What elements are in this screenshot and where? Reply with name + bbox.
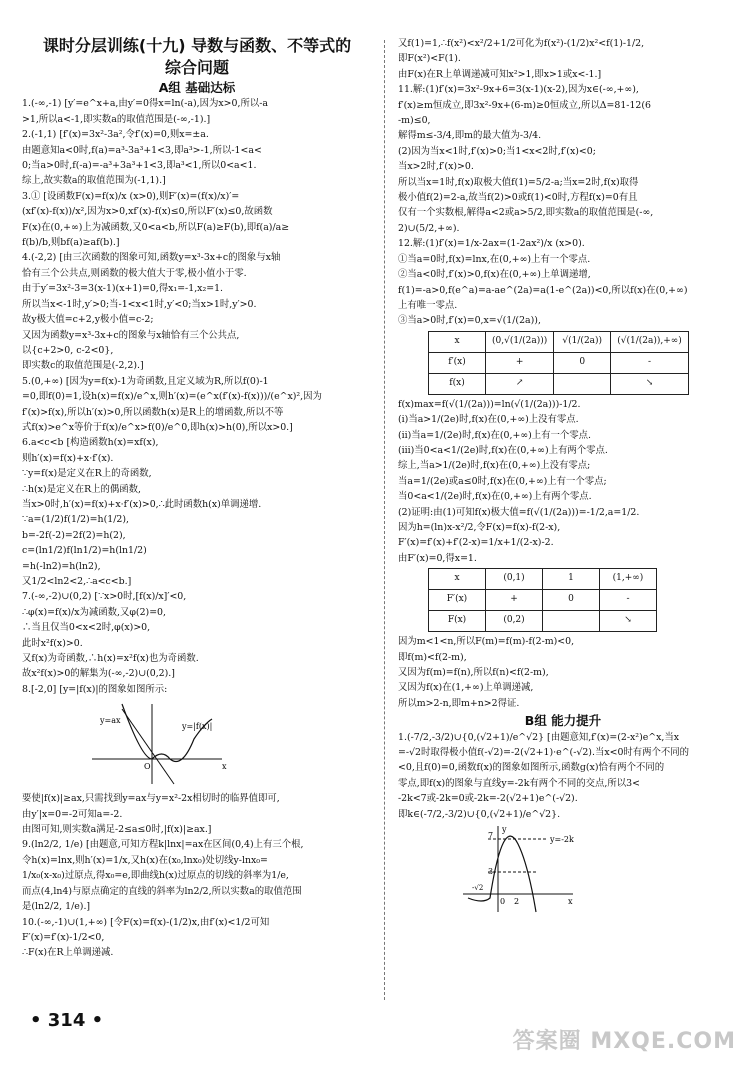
- table-row: [429, 590, 657, 611]
- text-line: 当x>0时,h′(x)=f(x)+x·f′(x)>0,∴此时函数h(x)单调递增.: [22, 498, 262, 510]
- text-line: ③当a>0时,f′(x)=0,x=√(1/(2a)),: [398, 315, 541, 327]
- table-cell: f′(x): [429, 352, 486, 373]
- group-b-heading: B组 能力提升: [524, 713, 602, 729]
- text-line: 3.① [设函数F(x)=f(x)/x (x>0),则F′(x)=(f(x)/x)′=: [22, 190, 240, 202]
- text-line: ①当a=0时,f(x)=lnx,在(0,+∞)上有一个零点.: [398, 253, 591, 265]
- text-line: 2)∪(5/2,+∞).: [398, 222, 460, 234]
- text-line: ∴F(x)在R上单调递减.: [22, 947, 114, 959]
- text-line: ∵a=(1/2)f(1/2)=h(1/2),: [22, 514, 129, 526]
- sign-table-2: [428, 568, 657, 632]
- table-cell: ↘: [611, 373, 689, 394]
- text-line: 又1/2<ln2<2,∴a<c<b.]: [22, 576, 132, 587]
- table-cell: [543, 611, 600, 632]
- text-line: 又f(1)=1,∴f(x²)<x²/2+1/2可化为f(x²)-(1/2)x²<f(1)-1/2,: [398, 38, 645, 49]
- table-row: [429, 569, 657, 590]
- table-cell: ↗: [486, 373, 554, 394]
- text-line: 上有唯一零点.: [398, 299, 458, 311]
- text-line: 要使|f(x)|≥ax,只需找到y=ax与y=x²-2x相切时的临界值即可,: [22, 793, 280, 805]
- fig2-tick-3: 3: [488, 867, 494, 877]
- text-line: f′(x)>f(x),所以h′(x)>0,所以函数h(x)是R上的增函数,所以不等: [22, 406, 284, 418]
- text-line: 极小值f(2)=2-a,故当f(2)>0或f(1)<0时,方程f(x)=0有且: [398, 192, 638, 204]
- text-line: (2)证明:由(1)可知f(x)极大值=f(√(1/(2a)))=-1/2,a=1/2.: [398, 506, 640, 518]
- table-cell: (0,1): [486, 569, 543, 590]
- text-line: >1,所以a<-1,即实数a的取值范围是(-∞,-1).]: [22, 113, 211, 125]
- text-line: 式f(x)>e^x等价于f(x)/e^x>f(0)/e^0,即h(x)>h(0),所以x>0.]: [22, 421, 293, 433]
- text-line: (ⅰ)当a>1/(2e)时,f(x)在(0,+∞)上没有零点.: [398, 414, 579, 426]
- table-cell: (0,√(1/(2a))): [486, 331, 554, 352]
- text-line: 由于y′=3x²-3=3(x-1)(x+1)=0,得x₁=-1,x₂=1.: [22, 283, 224, 295]
- table-row: [429, 611, 657, 632]
- text-line: F′(x)=f′(x)-1/2<0,: [22, 931, 105, 943]
- table-cell: F′(x): [429, 590, 486, 611]
- table-cell: x: [429, 331, 486, 352]
- text-line: 12.解:(1)f′(x)=1/x-2ax=(1-2ax²)/x (x>0).: [398, 238, 585, 250]
- table-cell: +: [486, 590, 543, 611]
- fig1-origin-label: O: [144, 762, 151, 772]
- text-line: 仅有一个实数根,解得a<2或a>5/2,即实数a的取值范围是(-∞,: [398, 207, 654, 219]
- text-line: F(x)在(0,+∞)上为减函数,又0<a<b,所以F(a)≥F(b),即f(a)/a≥: [22, 221, 290, 233]
- figure-abs-f: [82, 699, 232, 789]
- sign-table-1: [428, 331, 689, 395]
- table-cell: √(1/(2a)): [554, 331, 611, 352]
- table-cell: (0,2): [486, 611, 543, 632]
- text-line: 则h′(x)=f(x)+x·f′(x).: [22, 452, 114, 464]
- group-a-heading: A组 基础达标: [158, 80, 236, 95]
- text-line: 当a=1/(2e)或a≤0时,f(x)在(0,+∞)上有一个零点;: [398, 475, 607, 487]
- text-line: 解得m≤-3/4,即m的最大值为-3/4.: [398, 130, 542, 142]
- fig2-y-label: y: [502, 825, 507, 835]
- text-line: 0;当a>0时,f(-a)=-a³+3a³+1<3,即a³<1,所以0<a<1.: [22, 160, 257, 172]
- text-line: 所以m>2-n,即m+n>2得证.: [398, 697, 520, 709]
- text-line: 8.[-2,0] [y=|f(x)|的图象如图所示:: [22, 683, 168, 695]
- fig1-x-label: x: [222, 762, 227, 772]
- table-cell: f(x): [429, 373, 486, 394]
- text-line: 故y极大值=c+2,y极小值=c-2;: [22, 314, 154, 326]
- text-line: 是(ln2/2, 1/e).]: [22, 901, 91, 913]
- text-line: 1.(-∞,-1) [y′=e^x+a,由y′=0得x=ln(-a),因为x>0,所以-a: [22, 98, 268, 110]
- text-line: 5.(0,+∞) [因为y=f(x)-1为奇函数,且定义域为R,所以f(0)-1: [22, 375, 269, 387]
- table-cell: 0: [543, 590, 600, 611]
- text-line: 所以当x=1时,f(x)取极大值f(1)=5/2-a;当x=2时,f(x)取得: [398, 176, 639, 188]
- text-line: 故x²f(x)>0的解集为(-∞,-2)∪(0,2).]: [22, 668, 175, 680]
- table-cell: (√(1/(2a)),+∞): [611, 331, 689, 352]
- text-line: 1.(-7/2,-3/2)∪{0,(√2+1)/e^√2} [由题意知,f′(x)=(2-x²)e^x,当x: [398, 731, 680, 743]
- fig2-tick-2: 2: [514, 897, 520, 907]
- right-answer-lines-3: [398, 634, 728, 711]
- table-cell: F(x): [429, 611, 486, 632]
- text-line: 1/x₀(x-x₀)过原点,得x₀=e,即曲线h(x)过原点的切线的斜率为1/e,: [22, 870, 289, 882]
- text-line: -m)≤0,: [398, 115, 431, 127]
- table-cell: 0: [554, 352, 611, 373]
- text-line: 此时x²f(x)>0.: [22, 637, 83, 649]
- text-line: 所以当x<-1时,y′>0;当-1<x<1时,y′<0;当x>1时,y′>0.: [22, 298, 257, 310]
- text-line: =-√2时取得极小值f(-√2)=-2(√2+1)·e^(-√2).当x<0时有两个不同的: [398, 747, 690, 759]
- text-line: f(1)=-a>0,f(e^a)=a-ae^(2a)=a(1-e^(2a))<0,所以f(x)在(0,+∞): [398, 284, 688, 296]
- table-row: [429, 331, 689, 352]
- text-line: f′(x)≥m恒成立,即3x²-9x+(6-m)≥0恒成立,所以Δ=81-12(6: [398, 99, 651, 111]
- text-line: (2)因为当x<1时,f′(x)>0;当1<x<2时,f′(x)<0;: [398, 145, 596, 157]
- text-line: 即实数c的取值范围是(-2,2).]: [22, 360, 144, 372]
- page-title-line2: 综合问题: [164, 58, 229, 77]
- left-answer-lines-2: [22, 791, 372, 960]
- text-line: f(b)/b,则bf(a)≥af(b).]: [22, 237, 120, 249]
- left-column: [22, 36, 372, 961]
- right-answer-lines-b: [398, 730, 728, 822]
- figure-f-graph: [458, 824, 578, 914]
- text-line: ②当a<0时,f′(x)>0,f(x)在(0,+∞)上单调递增,: [398, 269, 591, 281]
- fig2-tick-7: 7: [488, 831, 494, 841]
- text-line: (xf′(x)-f(x))/x²,因为x>0,xf′(x)-f(x)≤0,所以F′(x)≤0,故函数: [22, 206, 273, 218]
- text-line: ∴φ(x)=f(x)/x为减函数,又φ(2)=0,: [22, 606, 167, 618]
- fig1-curve-label: y=|f(x)|: [182, 722, 213, 732]
- text-line: (ⅱ)当a=1/(2e)时,f(x)在(0,+∞)上有一个零点.: [398, 429, 592, 441]
- text-line: f(x)max=f(√(1/(2a)))=ln(√(1/(2a)))-1/2.: [398, 398, 581, 410]
- text-line: ∴当且仅当0<x<2时,φ(x)>0,: [22, 622, 151, 634]
- table-cell: x: [429, 569, 486, 590]
- text-line: 又f(x)为奇函数,∴h(x)=x²f(x)也为奇函数.: [22, 653, 199, 665]
- table-cell: -: [611, 352, 689, 373]
- text-line: 以{c+2>0, c-2<0},: [22, 344, 114, 356]
- text-line: c=(ln1/2)f(ln1/2)=h(ln1/2): [22, 545, 147, 557]
- table-cell: (1,+∞): [600, 569, 657, 590]
- text-line: 由F′(x)=0,得x=1.: [398, 552, 477, 564]
- text-line: -2k<7或-2k=0或-2k=-2(√2+1)e^(-√2).: [398, 793, 578, 805]
- text-line: 零点,即f(x)的图象与直线y=-2k有两个不同的交点,所以3<: [398, 777, 640, 789]
- watermark-logo: 答案圈 MXQE.COM: [512, 1029, 736, 1054]
- column-divider: [384, 40, 385, 1000]
- text-line: 10.(-∞,-1)∪(1,+∞) [令F(x)=f(x)-(1/2)x,由f′(x)<1/2可知: [22, 916, 270, 928]
- text-line: ∵y=f(x)是定义在R上的奇函数,: [22, 468, 152, 480]
- right-column: [398, 36, 728, 916]
- text-line: 因为m<1<n,所以F(m)=f(m)-f(2-m)<0,: [398, 636, 575, 648]
- text-line: 即k∈(-7/2,-3/2)∪{0,(√2+1)/e^√2}.: [398, 808, 561, 820]
- fig1-line-ax: [122, 709, 174, 784]
- text-line: 当0<a<1/(2e)时,f(x)在(0,+∞)上有两个零点.: [398, 491, 592, 503]
- text-line: 又因为函数y=x³-3x+c的图象与x轴恰有三个公共点,: [22, 329, 240, 341]
- text-line: <0,且f(0)=0,函数f(x)的图象如图所示,函数g(x)恰有两个不同的: [398, 762, 665, 774]
- left-answer-lines: [22, 96, 372, 697]
- text-line: (ⅲ)当0<a<1/(2e)时,f(x)在(0,+∞)上有两个零点.: [398, 444, 608, 456]
- page-title-line1: 课时分层训练(十九) 导数与函数、不等式的: [42, 36, 352, 55]
- right-answer-lines-2: [398, 397, 728, 566]
- text-line: =h(-ln2)=h(ln2),: [22, 560, 101, 572]
- text-line: 综上,当a>1/(2e)时,f(x)在(0,+∞)上没有零点;: [398, 460, 591, 472]
- text-line: 当x>2时,f′(x)>0.: [398, 161, 474, 173]
- fig2-tick-neg-sqrt2: -√2: [472, 884, 484, 893]
- text-line: 由图可知,则实数a满足-2≤a≤0时,|f(x)|≥ax.]: [22, 824, 212, 836]
- table-cell: 1: [543, 569, 600, 590]
- text-line: 而点(4,ln4)与原点确定的直线的斜率为ln2/2,所以实数a的取值范围: [22, 885, 302, 897]
- right-answer-lines: [398, 36, 728, 329]
- text-line: F′(x)=f′(x)+f′(2-x)=1/x+1/(2-x)-2.: [398, 537, 554, 549]
- fig1-curve: [122, 704, 212, 762]
- text-line: 9.(ln2/2, 1/e) [由题意,可知方程k|lnx|=ax在区间(0,4)上有三个根,: [22, 839, 304, 851]
- text-line: 令h(x)=lnx,则h′(x)=1/x,又h(x)在(x₀,lnx₀)处切线y-lnx₀=: [22, 854, 268, 866]
- text-line: 又因为f(x)在(1,+∞)上单调递减,: [398, 682, 534, 694]
- text-line: 又因为f(m)=f(n),所以f(n)<f(2-m),: [398, 667, 549, 678]
- text-line: 6.a<c<b [构造函数h(x)=xf(x),: [22, 437, 159, 449]
- fig1-line-label: y=ax: [100, 716, 121, 726]
- table-cell: +: [486, 352, 554, 373]
- fig2-tick-0: 0: [500, 897, 506, 907]
- text-line: 由y′|x=0=-2可知a=-2.: [22, 808, 123, 820]
- fig2-line-label: y=-2k: [550, 835, 574, 845]
- table-cell: -: [600, 590, 657, 611]
- text-line: 7.(-∞,-2)∪(0,2) [∵x>0时,[f(x)/x]′<0,: [22, 591, 187, 603]
- fig2-x-label: x: [568, 897, 573, 907]
- table-row: [429, 373, 689, 394]
- text-line: 即F(x²)<F(1).: [398, 53, 461, 65]
- text-line: ∴h(x)是定义在R上的偶函数,: [22, 483, 142, 495]
- text-line: 4.(-2,2) [由三次函数的图象可知,函数y=x³-3x+c的图象与x轴: [22, 252, 281, 264]
- page-number: • 314 •: [30, 1010, 104, 1031]
- text-line: 恰有三个公共点,则函数的极大值大于零,极小值小于零.: [22, 267, 247, 279]
- text-line: 综上,故实数a的取值范围为(-1,1).]: [22, 175, 166, 187]
- text-line: 由题意知a<0时,f(a)=a³-3a³+1<3,即a³>-1,所以-1<a<: [22, 144, 262, 156]
- text-line: b=-2f(-2)=2f(2)=h(2),: [22, 529, 126, 541]
- text-line: 由F(x)在R上单调递减可知x²>1,即x>1或x<-1.]: [398, 68, 602, 80]
- table-cell: [554, 373, 611, 394]
- text-line: 即f(m)<f(2-m),: [398, 651, 467, 663]
- table-cell: ↘: [600, 611, 657, 632]
- table-row: [429, 352, 689, 373]
- text-line: 2.(-1,1) [f′(x)=3x²-3a²,令f′(x)=0,则x=±a.: [22, 129, 209, 141]
- text-line: =0,即f(0)=1,设h(x)=f(x)/e^x,则h′(x)=(e^x(f′(x)-f(x)))/(e^x)²,因为: [22, 391, 322, 403]
- text-line: 因为h=(ln)x-x²/2,令F(x)=f(x)-f(2-x),: [398, 521, 561, 533]
- text-line: 11.解:(1)f′(x)=3x²-9x+6=3(x-1)(x-2),因为x∈(-∞,+∞),: [398, 84, 639, 96]
